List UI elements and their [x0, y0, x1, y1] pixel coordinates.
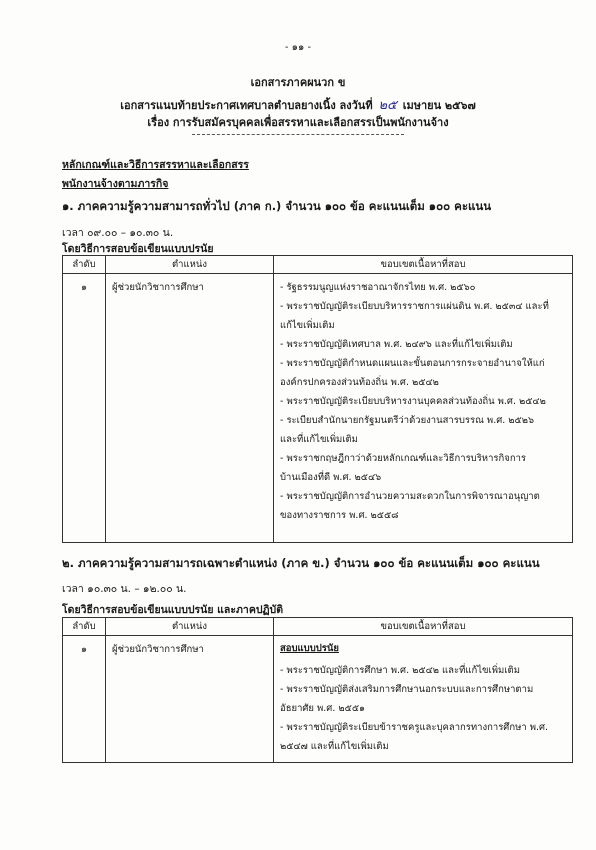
- scope-cell: [274, 636, 573, 763]
- scope-line: ๒๕๔๗ และที่แก้ไขเพิ่มเติม: [280, 741, 389, 752]
- section1-method: โดยวิธีการสอบข้อเขียนแบบปรนัย: [62, 243, 214, 255]
- scope-line: ของทางราชการ พ.ศ. ๒๕๕๘: [280, 510, 399, 521]
- scope-line: - พระราชบัญญัติระเบียบบริหารราชการแผ่นดิน พ.ศ. ๒๕๓๔ และที่: [280, 301, 549, 312]
- scope-list: [274, 274, 572, 531]
- position-cell: ผู้ช่วยนักวิชาการศึกษา: [106, 636, 274, 763]
- section1-time: เวลา ๐๙.๐๐ – ๑๐.๓๐ น.: [62, 227, 174, 239]
- column-header-order: ลำดับ: [63, 256, 106, 274]
- header-divider: [192, 134, 404, 135]
- scope-line: องค์กรปกครองส่วนท้องถิ่น พ.ศ. ๒๕๔๒: [280, 377, 439, 388]
- column-header-order: ลำดับ: [63, 618, 106, 636]
- order-cell: ๑: [63, 274, 106, 543]
- section2-method: โดยวิธีการสอบข้อเขียนแบบปรนัย และภาคปฏิบัติ: [62, 604, 284, 616]
- table-header-row: [63, 256, 573, 274]
- page-number: - ๑๑ -: [284, 42, 312, 53]
- column-header-position: ตำแหน่ง: [106, 256, 274, 274]
- scope-line: - พระราชกฤษฎีกาว่าด้วยหลักเกณฑ์และวิธีการบริหารกิจการ: [280, 453, 527, 464]
- annex-title: เอกสารภาคผนวก ข: [250, 76, 346, 89]
- scope-line: - พระราชบัญญัติการศึกษา พ.ศ. ๒๕๔๒ และที่แก้ไขเพิ่มเติม: [280, 665, 520, 676]
- column-header-scope: ขอบเขตเนื้อหาที่สอบ: [274, 256, 573, 274]
- scope-line: แก้ไขเพิ่มเติม: [280, 320, 335, 331]
- table-header-row: [63, 618, 573, 636]
- scope-heading: สอบแบบปรนัย: [280, 643, 339, 654]
- section1-heading: ๑. ภาคความรู้ความสามารถทั่วไป (ภาค ก.) จำนวน ๑๐๐ ข้อ คะแนนเต็ม ๑๐๐ คะแนน: [62, 199, 492, 213]
- order-cell: ๑: [63, 636, 106, 763]
- scope-line: และที่แก้ไขเพิ่มเติม: [280, 434, 358, 445]
- scope-line: - พระราชบัญญัติระเบียบข้าราชครูและบุคลากรทางการศึกษา พ.ศ.: [280, 722, 549, 733]
- scope-line: - พระราชบัญญัติเทศบาล พ.ศ. ๒๔๙๖ และที่แก้ไขเพิ่มเติม: [280, 339, 513, 350]
- scope-line: - พระราชบัญญัติการอำนวยความสะดวกในการพิจารณาอนุญาต: [280, 491, 540, 502]
- criteria-title: หลักเกณฑ์และวิธีการสรรหาและเลือกสรร: [62, 159, 249, 171]
- scope-line: - รัฐธรรมนูญแห่งราชอาณาจักรไทย พ.ศ. ๒๕๖๐: [280, 282, 476, 293]
- scope-line: - พระราชบัญญัติระเบียบบริหารงานบุคคลส่วนท้องถิ่น พ.ศ. ๒๕๔๒: [280, 396, 546, 407]
- handwritten-day: ๒๕: [378, 98, 397, 113]
- employee-type: พนักงานจ้างตามภารกิจ: [62, 178, 169, 190]
- document-reference-prefix: เอกสารแนบท้ายประกาศเทศบาลตำบลยางเนิ้ง ลงวันที่: [120, 99, 373, 112]
- section2-table: [62, 617, 573, 763]
- scope-cell: [274, 274, 573, 543]
- column-header-scope: ขอบเขตเนื้อหาที่สอบ: [274, 618, 573, 636]
- scope-line: อัธยาศัย พ.ศ. ๒๕๕๑: [280, 703, 366, 714]
- scope-line: บ้านเมืองที่ดี พ.ศ. ๒๕๔๖: [280, 472, 382, 483]
- section2-heading: ๒. ภาคความรู้ความสามารถเฉพาะตำแหน่ง (ภาค ข.) จำนวน ๑๐๐ ข้อ คะแนนเต็ม ๑๐๐ คะแนน: [62, 556, 540, 570]
- column-header-position: ตำแหน่ง: [106, 618, 274, 636]
- subject-line: เรื่อง การรับสมัครบุคคลเพื่อสรรหาและเลือกสรรเป็นพนักงานจ้าง: [147, 116, 449, 129]
- table-row: [63, 274, 573, 543]
- scope-line: - พระราชบัญญัติส่งเสริมการศึกษานอกระบบและการศึกษาตาม: [280, 684, 534, 695]
- document-reference-suffix: เมษายน ๒๕๖๗: [402, 99, 476, 112]
- document-reference-line: [0, 94, 596, 115]
- position-cell: ผู้ช่วยนักวิชาการศึกษา: [106, 274, 274, 543]
- scope-list: [274, 657, 572, 762]
- section2-time: เวลา ๑๐.๓๐ น. – ๑๒.๐๐ น.: [62, 583, 187, 595]
- section1-table: [62, 255, 573, 543]
- scope-line: - พระราชบัญญัติกำหนดแผนและขั้นตอนการกระจายอำนาจให้แก่: [280, 358, 545, 369]
- table-row: [63, 636, 573, 763]
- scope-line: - ระเบียบสำนักนายกรัฐมนตรีว่าด้วยงานสารบรรณ พ.ศ. ๒๕๒๖: [280, 415, 535, 426]
